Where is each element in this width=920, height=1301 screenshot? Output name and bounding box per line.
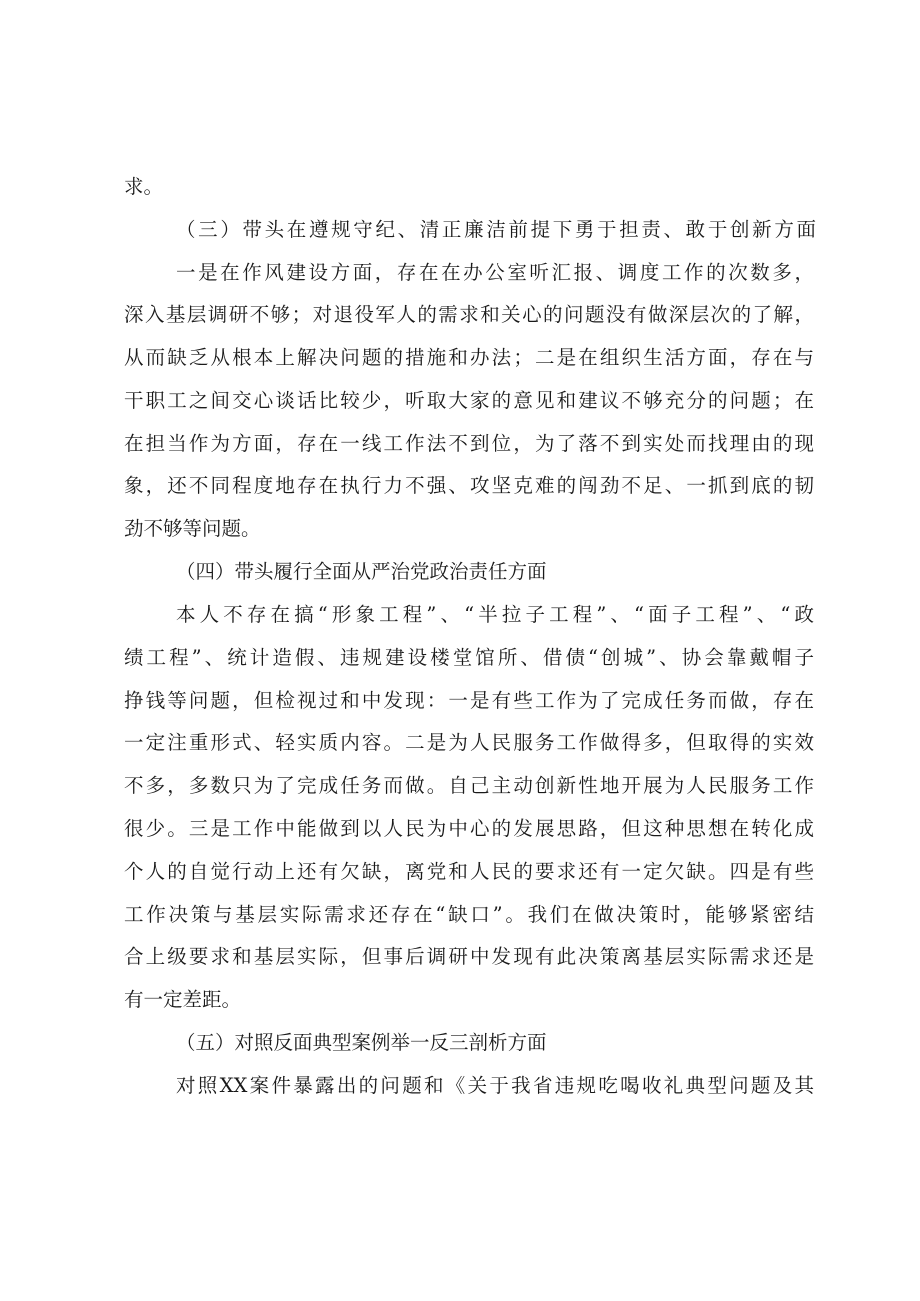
body-line: 深入基层调研不够；对退役军人的需求和关心的问题没有做深层次的了解， — [124, 303, 814, 326]
body-line: 从而缺乏从根本上解决问题的措施和办法；二是在组织生活方面，存在与 — [124, 346, 814, 369]
body-line: 不多，多数只为了完成任务而做。自己主动创新性地开展为人民服务工作 — [124, 774, 814, 797]
section-heading-3: （三）带头在遵规守纪、清正廉洁前提下勇于担责、敢于创新方面 — [176, 218, 816, 241]
body-line: 对照XX案件暴露出的问题和《关于我省违规吃喝收礼典型问题及其 — [176, 1074, 814, 1097]
paragraph-tail: 求。 — [124, 175, 164, 198]
body-line: 干职工之间交心谈话比较少，听取大家的意见和建议不够充分的问题；在 — [124, 389, 814, 412]
body-line: 工作决策与基层实际需求还存在“缺口”。我们在做决策时，能够紧密结 — [124, 903, 814, 926]
body-line: 劲不够等问题。 — [124, 517, 261, 540]
body-line: 一定注重形式、轻实质内容。二是为人民服务工作做得多，但取得的实效 — [124, 731, 814, 754]
body-line: 挣钱等问题，但检视过和中发现：一是有些工作为了完成任务而做，存在 — [124, 689, 814, 712]
body-line: 个人的自觉行动上还有欠缺，离党和人民的要求还有一定欠缺。四是有些 — [124, 860, 814, 883]
body-line: 很少。三是工作中能做到以人民为中心的发展思路，但这种思想在转化成 — [124, 817, 814, 840]
section-heading-5: （五）对照反面典型案例举一反三剖析方面 — [176, 1031, 547, 1054]
body-line: 本人不存在搞“形象工程”、“半拉子工程”、“面子工程”、“政 — [176, 603, 814, 626]
body-line: 在担当作为方面，存在一线工作法不到位，为了落不到实处而找理由的现 — [124, 432, 814, 455]
section-heading-4: （四）带头履行全面从严治党政治责任方面 — [176, 560, 547, 583]
body-line: 象，还不同程度地存在执行力不强、攻坚克难的闯劲不足、一抓到底的韧 — [124, 474, 814, 497]
body-line: 一是在作风建设方面，存在在办公室听汇报、调度工作的次数多， — [176, 261, 814, 284]
body-line: 合上级要求和基层实际，但事后调研中发现有此决策离基层实际需求还是 — [124, 945, 814, 968]
body-line: 绩工程”、统计造假、违规建设楼堂馆所、借债“创城”、协会靠戴帽子 — [124, 646, 814, 669]
body-line: 有一定差距。 — [124, 988, 242, 1011]
